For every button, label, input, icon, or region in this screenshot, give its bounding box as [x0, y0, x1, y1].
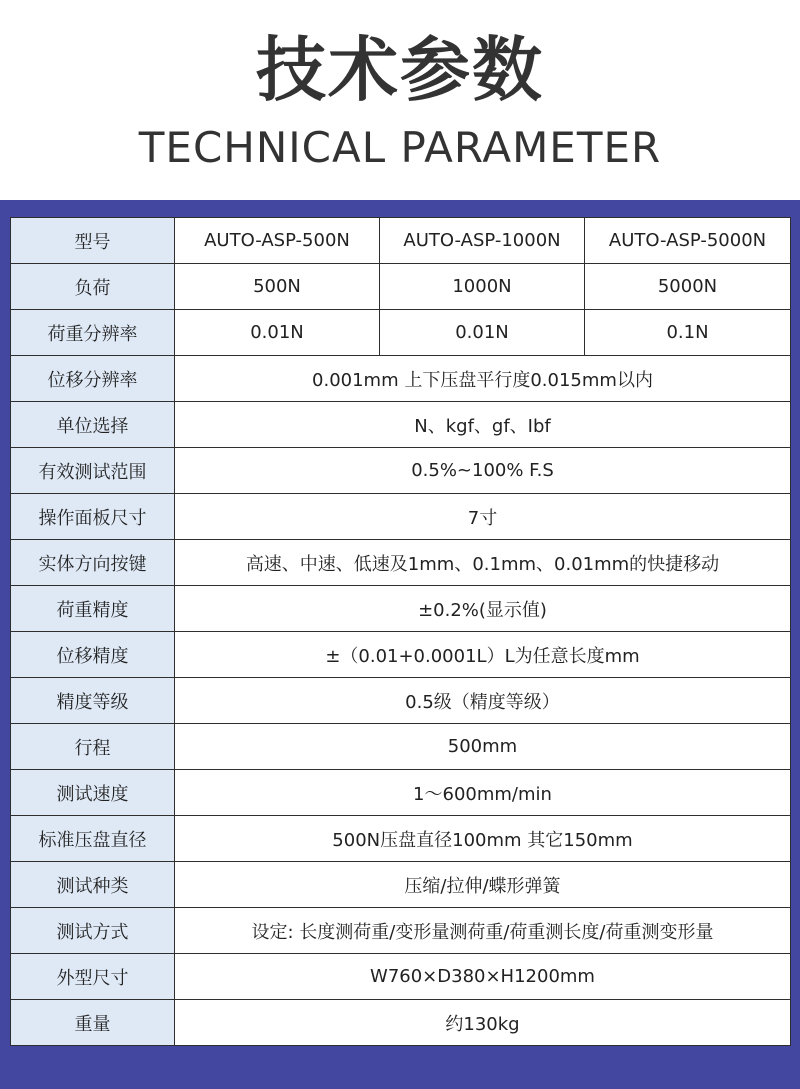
row-value: 1～600mm/min [175, 770, 791, 816]
model-cell: AUTO-ASP-500N [175, 218, 380, 264]
table-row [11, 448, 791, 494]
row-value: 0.001mm 上下压盘平行度0.015mm以内 [175, 356, 791, 402]
model-cell: AUTO-ASP-1000N [380, 218, 585, 264]
row-value: 设定: 长度测荷重/变形量测荷重/荷重测长度/荷重测变形量 [175, 908, 791, 954]
row-label: 位移精度 [11, 632, 175, 678]
row-value: W760×D380×H1200mm [175, 954, 791, 1000]
row-value: 约130kg [175, 1000, 791, 1046]
table-row [11, 494, 791, 540]
row-label: 重量 [11, 1000, 175, 1046]
row-value: 7寸 [175, 494, 791, 540]
row-label: 实体方向按键 [11, 540, 175, 586]
table-row [11, 540, 791, 586]
row-label: 有效测试范围 [11, 448, 175, 494]
row-value: ±0.2%(显示值) [175, 586, 791, 632]
spec-table [10, 217, 791, 1046]
load-cell: 5000N [585, 264, 791, 310]
table-row [11, 862, 791, 908]
row-value: 500N压盘直径100mm 其它150mm [175, 816, 791, 862]
resolution-cell: 0.01N [380, 310, 585, 356]
row-value: 0.5%~100% F.S [175, 448, 791, 494]
row-value: 0.5级（精度等级） [175, 678, 791, 724]
row-label: 行程 [11, 724, 175, 770]
row-label: 外型尺寸 [11, 954, 175, 1000]
table-row [11, 816, 791, 862]
row-label: 标准压盘直径 [11, 816, 175, 862]
header [0, 0, 800, 200]
table-row [11, 632, 791, 678]
table-row [11, 586, 791, 632]
spec-panel [0, 200, 800, 1089]
table-row [11, 678, 791, 724]
row-label: 测试速度 [11, 770, 175, 816]
row-value: 高速、中速、低速及1mm、0.1mm、0.01mm的快捷移动 [175, 540, 791, 586]
table-row [11, 1000, 791, 1046]
row-value: ±（0.01+0.0001L）L为任意长度mm [175, 632, 791, 678]
row-value: 500mm [175, 724, 791, 770]
table-row [11, 356, 791, 402]
resolution-cell: 0.01N [175, 310, 380, 356]
row-value: 压缩/拉伸/蝶形弹簧 [175, 862, 791, 908]
row-label: 测试种类 [11, 862, 175, 908]
row-label: 操作面板尺寸 [11, 494, 175, 540]
page-title: 技术参数 [256, 29, 544, 111]
row-value: N、kgf、gf、Ibf [175, 402, 791, 448]
table-row [11, 402, 791, 448]
row-label: 精度等级 [11, 678, 175, 724]
row-label: 型号 [11, 218, 175, 264]
row-label: 位移分辨率 [11, 356, 175, 402]
row-label: 负荷 [11, 264, 175, 310]
row-label: 测试方式 [11, 908, 175, 954]
table-row-load-resolution [11, 310, 791, 356]
table-row [11, 724, 791, 770]
page-subtitle: TECHNICAL PARAMETER [138, 123, 662, 172]
table-row [11, 770, 791, 816]
row-label: 荷重分辨率 [11, 310, 175, 356]
load-cell: 500N [175, 264, 380, 310]
table-row-load [11, 264, 791, 310]
load-cell: 1000N [380, 264, 585, 310]
resolution-cell: 0.1N [585, 310, 791, 356]
table-row-model [11, 218, 791, 264]
table-row [11, 954, 791, 1000]
table-row [11, 908, 791, 954]
row-label: 单位选择 [11, 402, 175, 448]
row-label: 荷重精度 [11, 586, 175, 632]
model-cell: AUTO-ASP-5000N [585, 218, 791, 264]
